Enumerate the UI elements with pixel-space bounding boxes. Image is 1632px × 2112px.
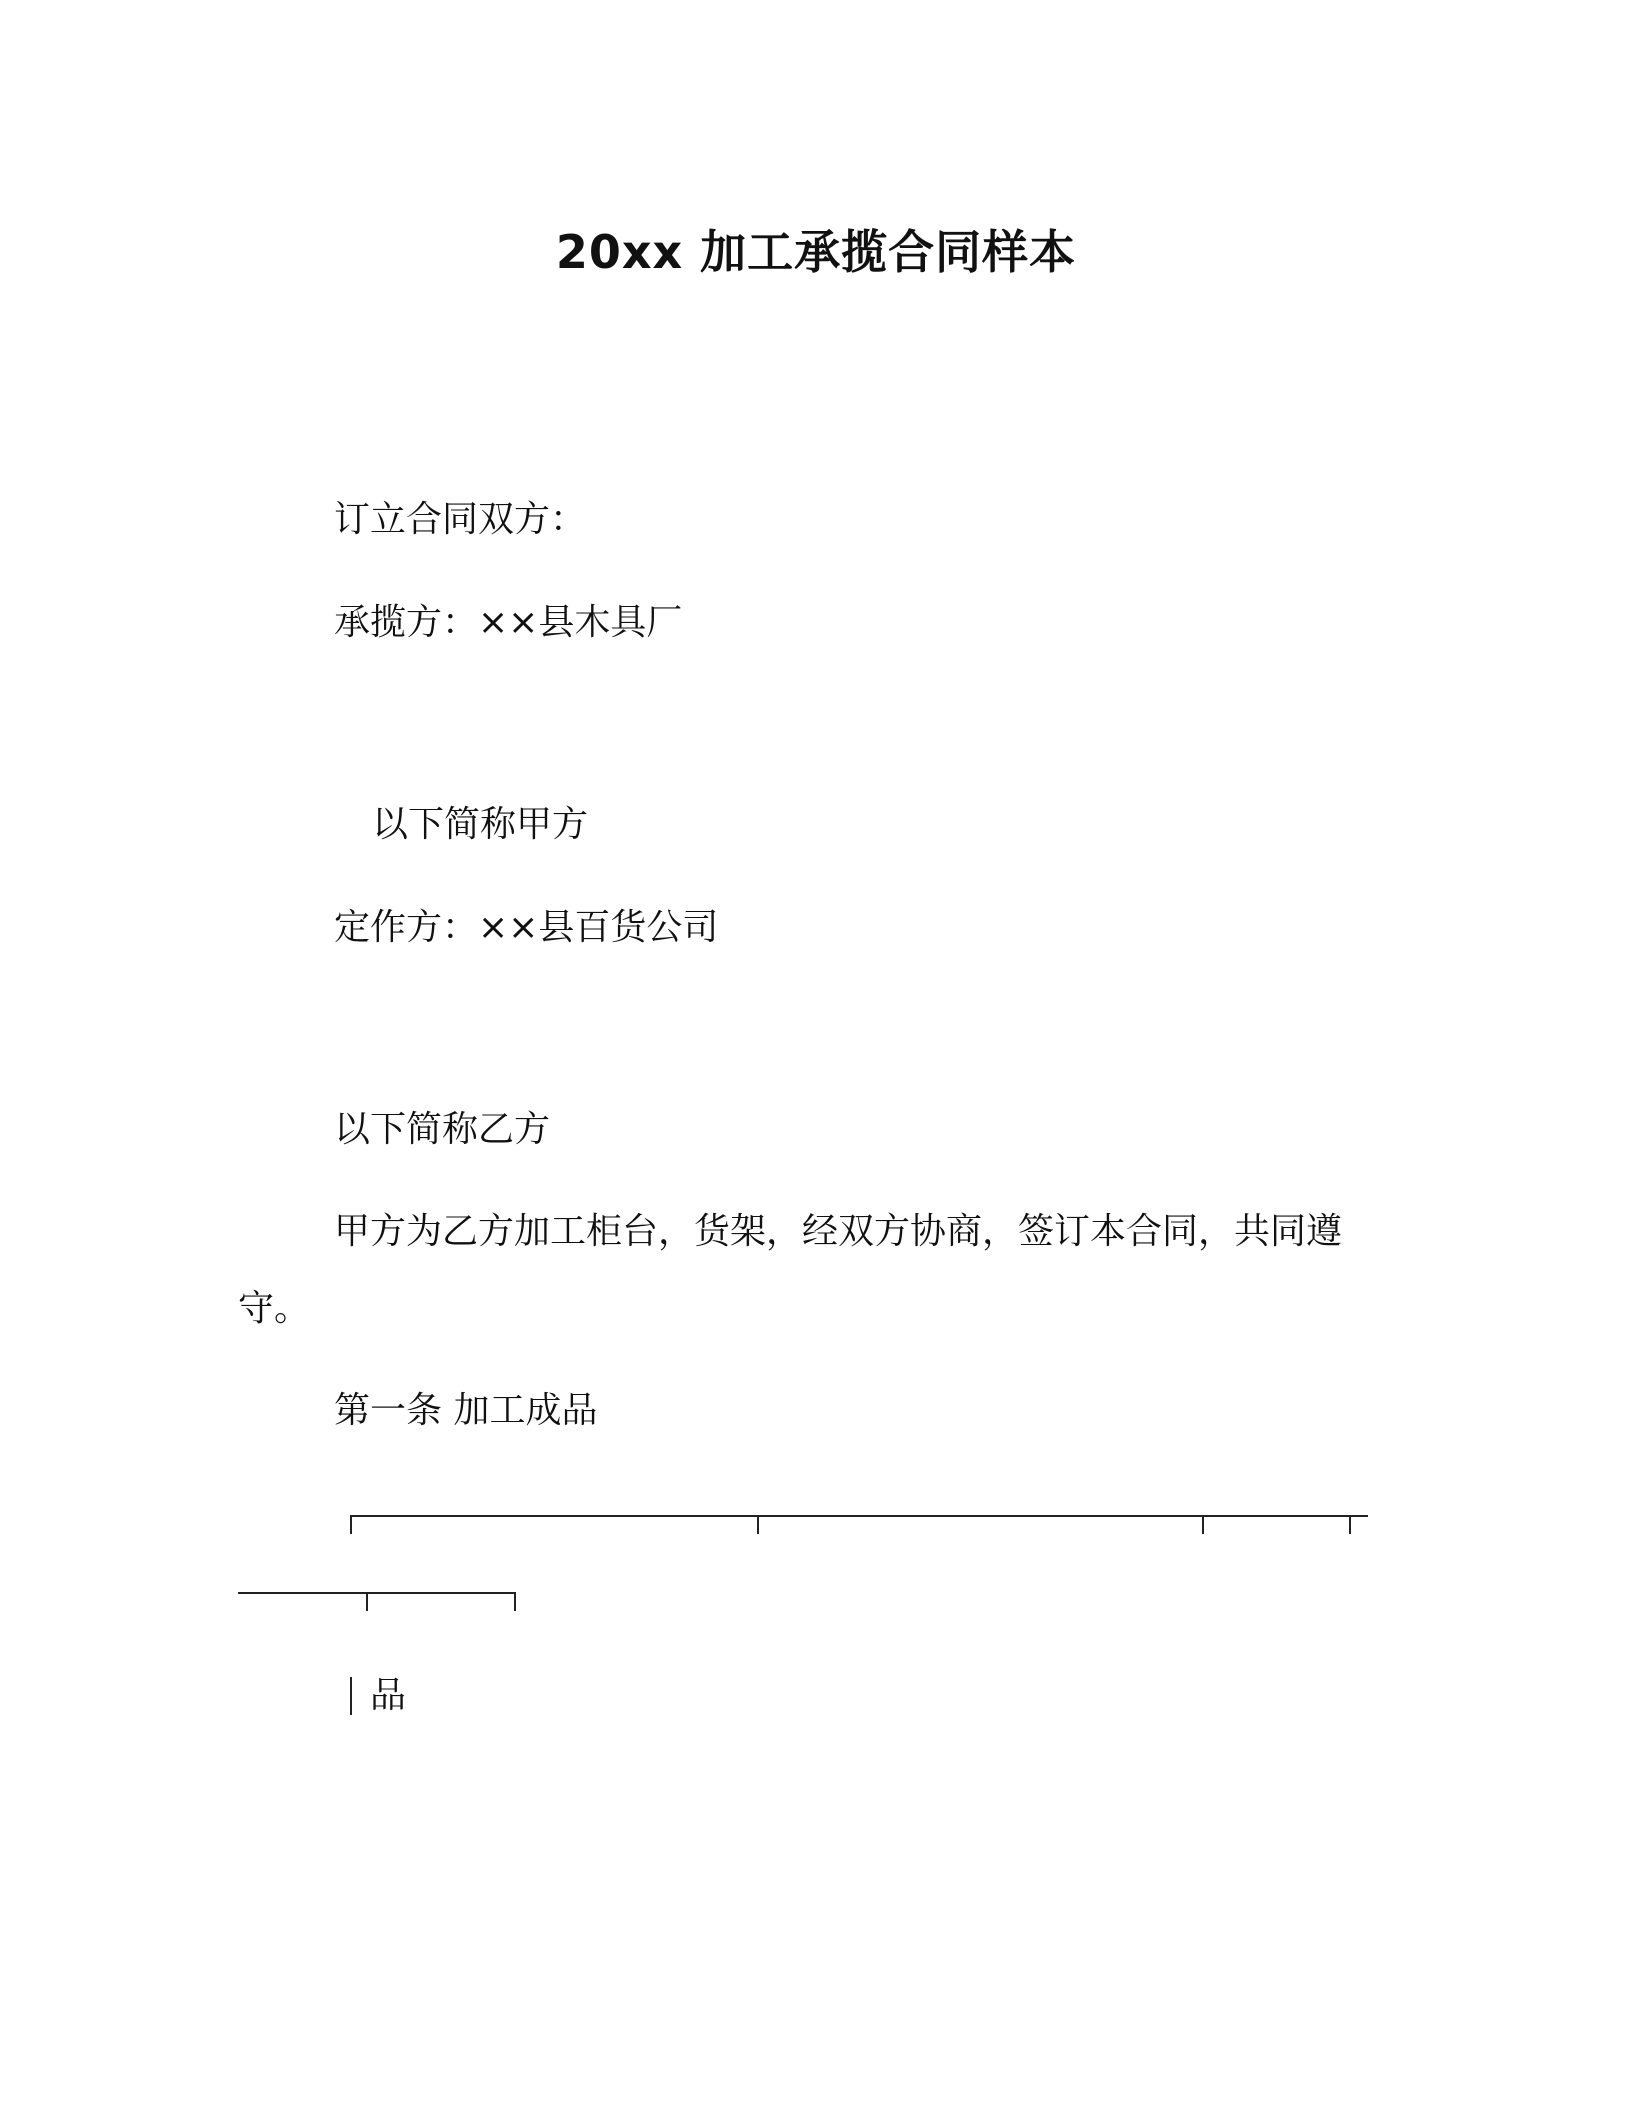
client-line: 定作方：××县百货公司 <box>334 907 719 948</box>
article-1-heading: 第一条 加工成品 <box>334 1390 598 1431</box>
table-top-border <box>350 1515 1368 1517</box>
table-column-divider <box>1349 1515 1351 1534</box>
table-column-divider <box>366 1592 368 1611</box>
table-column-divider <box>1202 1515 1204 1534</box>
intro-paragraph-line-2: 守。 <box>238 1288 311 1329</box>
intro-paragraph-line-1: 甲方为乙方加工柜台，货架，经双方协商，签订本合同，共同遵 <box>334 1211 1343 1252</box>
table-cell-left-border <box>350 1677 352 1715</box>
document-title: 20xx 加工承揽合同样本 <box>555 225 1077 279</box>
contractor-line: 承揽方：××县木具厂 <box>334 602 683 643</box>
table-cell-text: 品 <box>370 1675 407 1716</box>
table-row-border <box>238 1592 516 1594</box>
table-column-divider <box>514 1592 516 1611</box>
table-column-divider <box>757 1515 759 1534</box>
table-column-divider <box>350 1515 352 1534</box>
client-alias: 以下简称乙方 <box>334 1109 551 1150</box>
parties-heading: 订立合同双方： <box>334 499 587 540</box>
contractor-alias: 以下简称甲方 <box>372 804 589 845</box>
